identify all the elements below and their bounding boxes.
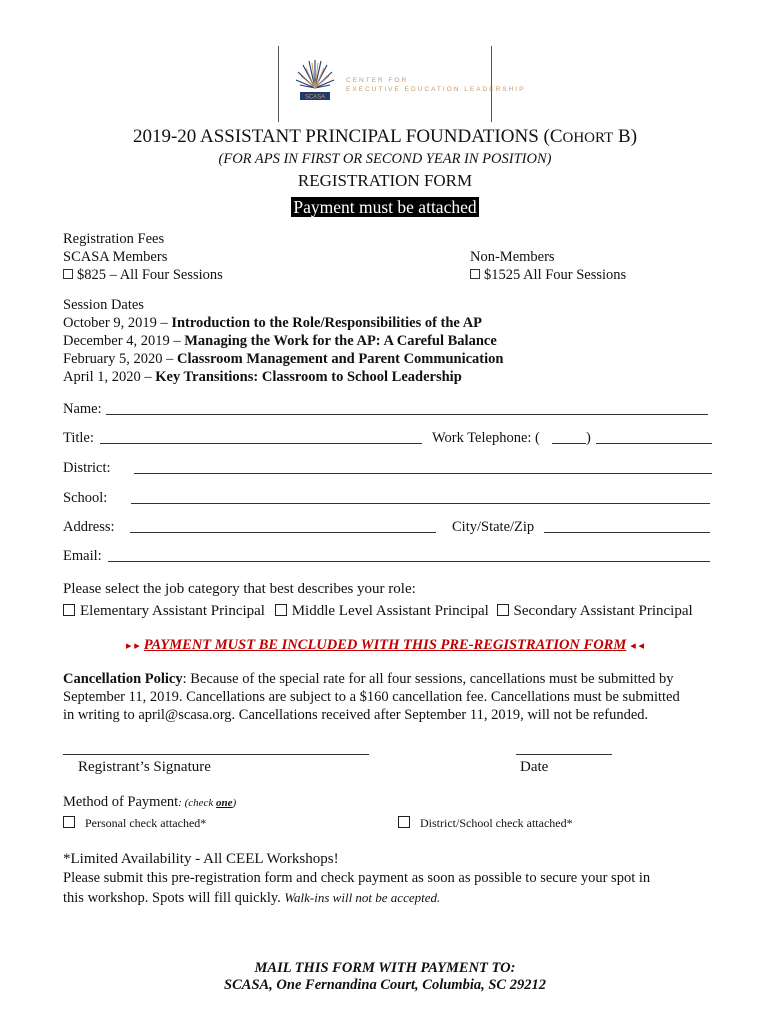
city-field[interactable] (544, 520, 710, 533)
arrow-left-icon: ◂ ◂ (630, 640, 645, 652)
availability-text: Please submit this pre-registration form and check payment as soon as possible to secure your spot in this workshop. Spots will fill quickly. Walk-ins will not be accepted. (63, 870, 651, 906)
nonmembers-label: Non-Members (470, 249, 555, 265)
job-option-middle[interactable]: Middle Level Assistant Principal (275, 603, 489, 619)
job-prompt: Please select the job category that best describes your role: (63, 581, 416, 597)
work-phone-close: ) (586, 430, 591, 446)
cancellation-policy: Cancellation Policy: Because of the special rate for all four sessions, cancellations must be submitted by September 11, 2019. Cancellations are subject to a $160 cancellation fee. Cancellations must be submitted in writing to april@scasa.org. Cancellations received after September 11, 2019, will not be refunded. (63, 671, 680, 723)
job-option-secondary[interactable]: Secondary Assistant Principal (497, 603, 693, 619)
email-label: Email: (63, 548, 102, 564)
name-field[interactable] (106, 402, 708, 415)
payment-method: Method of Payment: (check one) (63, 794, 237, 810)
page-title: 2019-20 ASSISTANT PRINCIPAL FOUNDATIONS (COHORT B) (132, 126, 638, 147)
title-field[interactable] (100, 431, 422, 444)
page-subtitle: (FOR APS IN FIRST OR SECOND YEAR IN POSITION) (218, 151, 552, 167)
logo-divider-left (278, 46, 279, 122)
fees-heading: Registration Fees (63, 231, 165, 247)
district-check-checkbox[interactable] (398, 816, 410, 828)
session-item: October 9, 2019 – Introduction to the Role/Responsibilities of the AP (63, 315, 483, 331)
logo-line-1: CENTER FOR (346, 77, 409, 84)
payment-option-personal[interactable]: Personal check attached* (63, 816, 206, 831)
members-option[interactable]: $825 – All Four Sessions (63, 267, 223, 284)
logo-line-2: EXECUTIVE EDUCATION LEADERSHIP (346, 86, 526, 93)
job-option-elementary[interactable]: Elementary Assistant Principal (63, 603, 265, 619)
signature-field[interactable] (63, 742, 369, 755)
members-label: SCASA Members (63, 249, 168, 265)
nonmembers-checkbox[interactable] (470, 269, 480, 279)
middle-checkbox[interactable] (275, 604, 287, 616)
session-item: December 4, 2019 – Managing the Work for the AP: A Careful Balance (63, 333, 497, 349)
district-field[interactable] (134, 461, 712, 474)
session-item: April 1, 2020 – Key Transitions: Classroom to School Leadership (63, 369, 462, 385)
city-label: City/State/Zip (452, 519, 535, 535)
name-label: Name: (63, 401, 102, 417)
logo-text (346, 76, 525, 94)
form-name: REGISTRATION FORM (297, 171, 473, 190)
mail-line-1: MAIL THIS FORM WITH PAYMENT TO: (254, 960, 516, 976)
address-field[interactable] (130, 520, 436, 533)
date-field[interactable] (516, 742, 612, 755)
district-label: District: (63, 460, 111, 476)
personal-check-checkbox[interactable] (63, 816, 75, 828)
arrow-right-icon: ▸ ▸ (125, 640, 140, 652)
logo-mark (292, 58, 338, 104)
session-item: February 5, 2020 – Classroom Management and Parent Communication (63, 351, 504, 367)
elementary-checkbox[interactable] (63, 604, 75, 616)
school-field[interactable] (131, 491, 710, 504)
payment-notice: ▸ ▸ PAYMENT MUST BE INCLUDED WITH THIS PRE-REGISTRATION FORM ◂ ◂ (125, 637, 645, 653)
sessions-heading: Session Dates (63, 297, 144, 313)
email-field[interactable] (108, 549, 710, 562)
svg-text:SCASA: SCASA (304, 94, 326, 101)
title-label: Title: (63, 430, 94, 446)
palmetto-logo-icon (292, 58, 338, 104)
address-label: Address: (63, 519, 115, 535)
payment-option-district[interactable]: District/School check attached* (398, 816, 573, 831)
members-checkbox[interactable] (63, 269, 73, 279)
phone-area-code-field[interactable] (552, 431, 586, 444)
work-phone-field[interactable] (596, 431, 712, 444)
nonmembers-option[interactable]: $1525 All Four Sessions (470, 267, 626, 284)
school-label: School: (63, 490, 108, 506)
work-phone-label: Work Telephone: ( (432, 430, 540, 446)
job-options (63, 603, 693, 620)
secondary-checkbox[interactable] (497, 604, 509, 616)
mail-line-2: SCASA, One Fernandina Court, Columbia, SC 29212 (224, 977, 546, 993)
signature-label: Registrant’s Signature (78, 759, 211, 775)
availability-heading: *Limited Availability - All CEEL Workshops! (63, 851, 339, 867)
payment-banner: Payment must be attached (293, 197, 477, 217)
date-label: Date (520, 759, 549, 775)
